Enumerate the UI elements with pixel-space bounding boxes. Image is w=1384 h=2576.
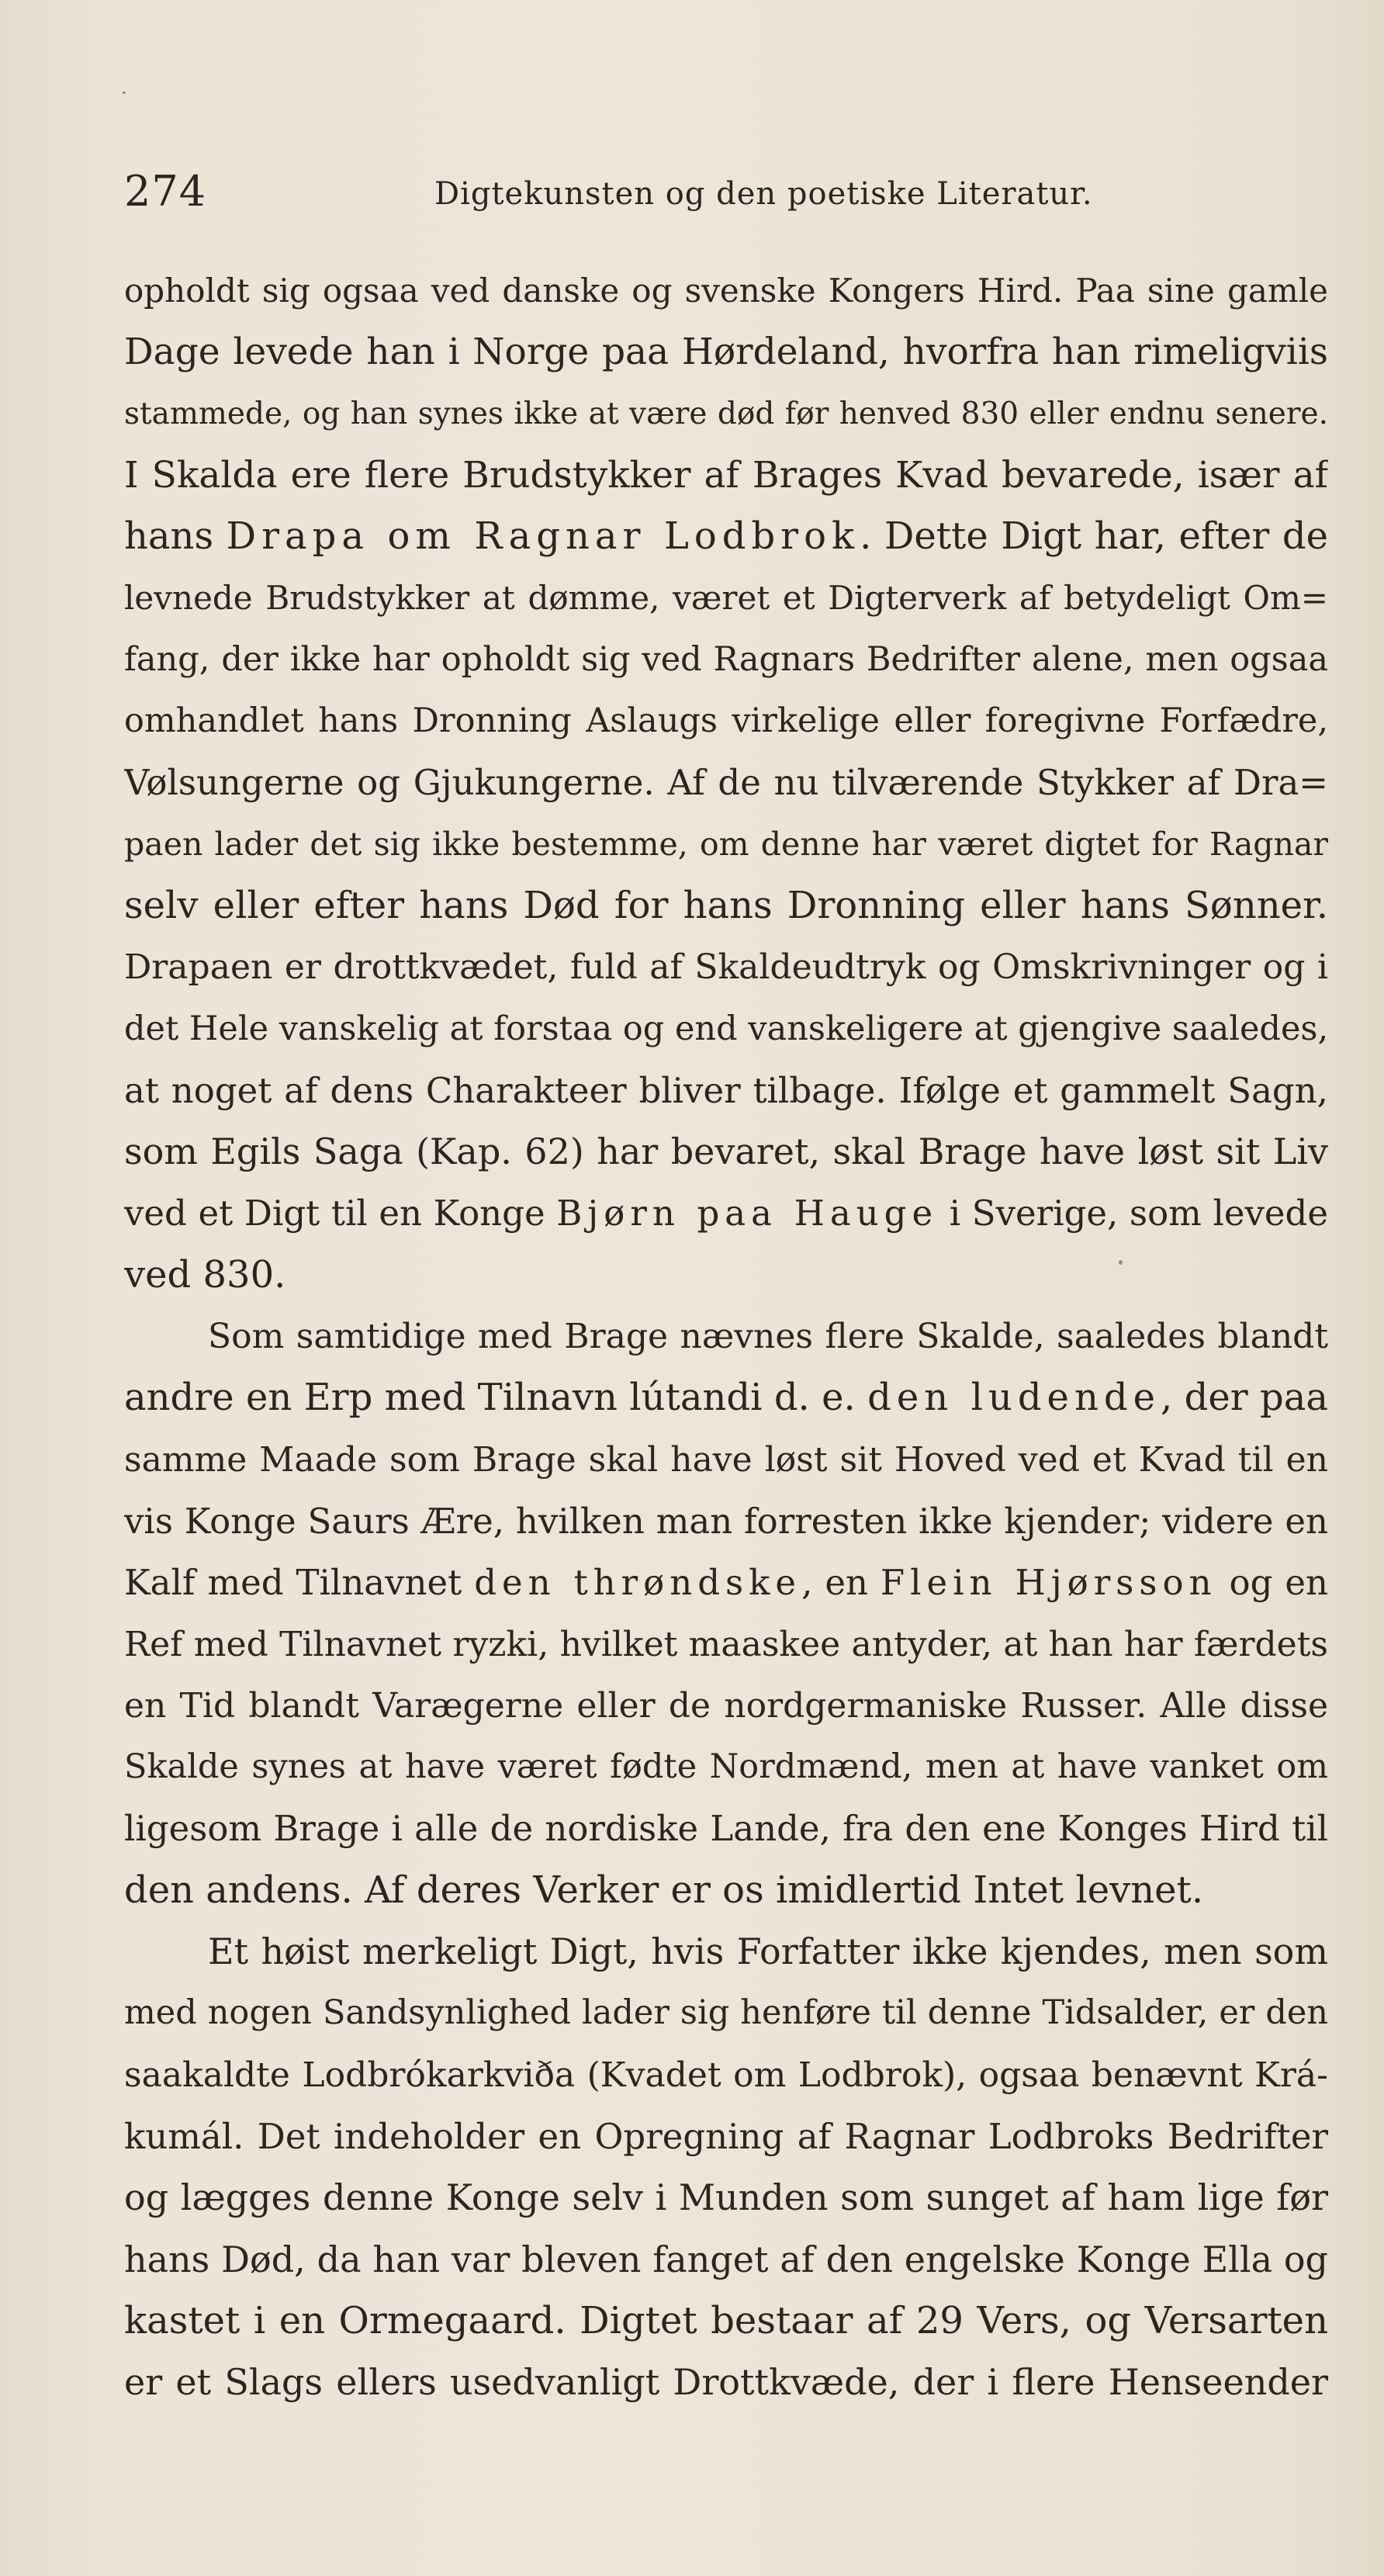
text-line: Et høist merkeligt Digt, hvis Forfatter ikke kjendes, men som	[208, 1930, 1328, 1973]
running-title: Digtekunsten og den poetiske Literatur.	[434, 176, 1093, 212]
running-head	[124, 164, 1093, 219]
text-line: ved 830.	[124, 1252, 286, 1297]
text-line: Drapaen er drottkvædet, fuld af Skaldeudtryk og Omskrivninger og i	[124, 947, 1328, 988]
body-text	[124, 260, 1328, 2413]
spaced-emphasis: Bjørn paa Hauge	[556, 1193, 939, 1234]
text-line: Vølsungerne og Gjukungerne. Af de nu tilværende Stykker af Dra=	[124, 762, 1328, 804]
text-line: Skalde synes at have været fødte Nordmænd, men at have vanket om	[124, 1747, 1328, 1787]
text-line: omhandlet hans Dronning Aslaugs virkelige eller foregivne Forfædre,	[124, 701, 1328, 741]
text-line: Ref med Tilnavnet ryzki, hvilket maaskee antyder, at han har færdets	[124, 1624, 1328, 1664]
text-line: er et Slags ellers usedvanligt Drottkvæde, der i flere Henseender	[124, 2361, 1328, 2404]
spaced-emphasis: Flein Hjørsson	[880, 1562, 1217, 1604]
spaced-emphasis: den thrøndske	[474, 1562, 802, 1604]
spaced-emphasis: den ludende	[867, 1376, 1161, 1420]
text-line: ligesom Brage i alle de nordiske Lande, fra den ene Konges Hird til	[124, 1808, 1328, 1850]
text-line: selv eller efter hans Død for hans Dronning eller hans Sønner.	[124, 883, 1328, 927]
text-line: vis Konge Saurs Ære, hvilken man forresten ikke kjender; videre en	[124, 1500, 1328, 1542]
text-line: samme Maade som Brage skal have løst sit Hoved ved et Kvad til en	[124, 1439, 1328, 1480]
text-line: ved et Digt til en Konge Bjørn paa Hauge i Sverige, som levede	[124, 1193, 1328, 1234]
text-line: og lægges denne Konge selv i Munden som sunget af ham lige før	[124, 2176, 1328, 2219]
text-line: I Skalda ere flere Brudstykker af Brages Kvad bevarede, især af	[124, 453, 1328, 497]
page-number: 274	[124, 167, 207, 216]
paper-speck	[123, 92, 126, 94]
text-line: den andens. Af deres Verker er os imidlertid Intet levnet.	[124, 1868, 1204, 1912]
text-line: hans Død, da han var bleven fanget af den engelske Konge Ella og	[124, 2238, 1328, 2280]
text-line: kumál. Det indeholder en Opregning af Ragnar Lodbroks Bedrifter	[124, 2115, 1328, 2157]
text-line: Kalf med Tilnavnet den thrøndske, en Flein Hjørsson og en	[124, 1562, 1328, 1604]
text-line: levnede Brudstykker at dømme, været et Digterverk af betydeligt Om=	[124, 579, 1328, 618]
text-line: som Egils Saga (Kap. 62) har bevaret, skal Brage have løst sit Liv	[124, 1130, 1328, 1173]
text-line: det Hele vanskelig at forstaa og end vanskeligere at gjengive saaledes,	[124, 1009, 1328, 1048]
text-line: at noget af dens Charakteer bliver tilbage. Ifølge et gammelt Sagn,	[124, 1069, 1328, 1111]
text-line: med nogen Sandsynlighed lader sig henføre til denne Tidsalder, er den	[124, 1993, 1328, 2033]
paper-speck	[1119, 1260, 1123, 1265]
text-line: kastet i en Ormegaard. Digtet bestaar af 29 Vers, og Versarten	[124, 2298, 1328, 2342]
text-line: andre en Erp med Tilnavn lútandi d. e. den ludende, der paa	[124, 1376, 1328, 1420]
text-line: hans Drapa om Ragnar Lodbrok. Dette Digt har, efter de	[124, 514, 1328, 559]
spaced-emphasis: Drapa om Ragnar Lodbrok	[226, 514, 860, 559]
text-line: en Tid blandt Varægerne eller de nordgermaniske Russer. Alle disse	[124, 1685, 1328, 1726]
text-line: fang, der ikke har opholdt sig ved Ragnars Bedrifter alene, men ogsaa	[124, 639, 1328, 679]
text-line: Dage levede han i Norge paa Hørdeland, hvorfra han rimeligviis	[124, 331, 1328, 374]
text-line: opholdt sig ogsaa ved danske og svenske Kongers Hird. Paa sine gamle	[124, 272, 1328, 310]
text-line: paen lader det sig ikke bestemme, om denne har været digtet for Ragnar	[124, 825, 1328, 863]
text-line: stammede, og han synes ikke at være død før henved 830 eller endnu senere.	[124, 396, 1328, 431]
text-line: Som samtidige med Brage nævnes flere Skalde, saaledes blandt	[208, 1317, 1328, 1357]
text-line: saakaldte Lodbrókarkviða (Kvadet om Lodbrok), ogsaa benævnt Krá-	[124, 2055, 1328, 2095]
